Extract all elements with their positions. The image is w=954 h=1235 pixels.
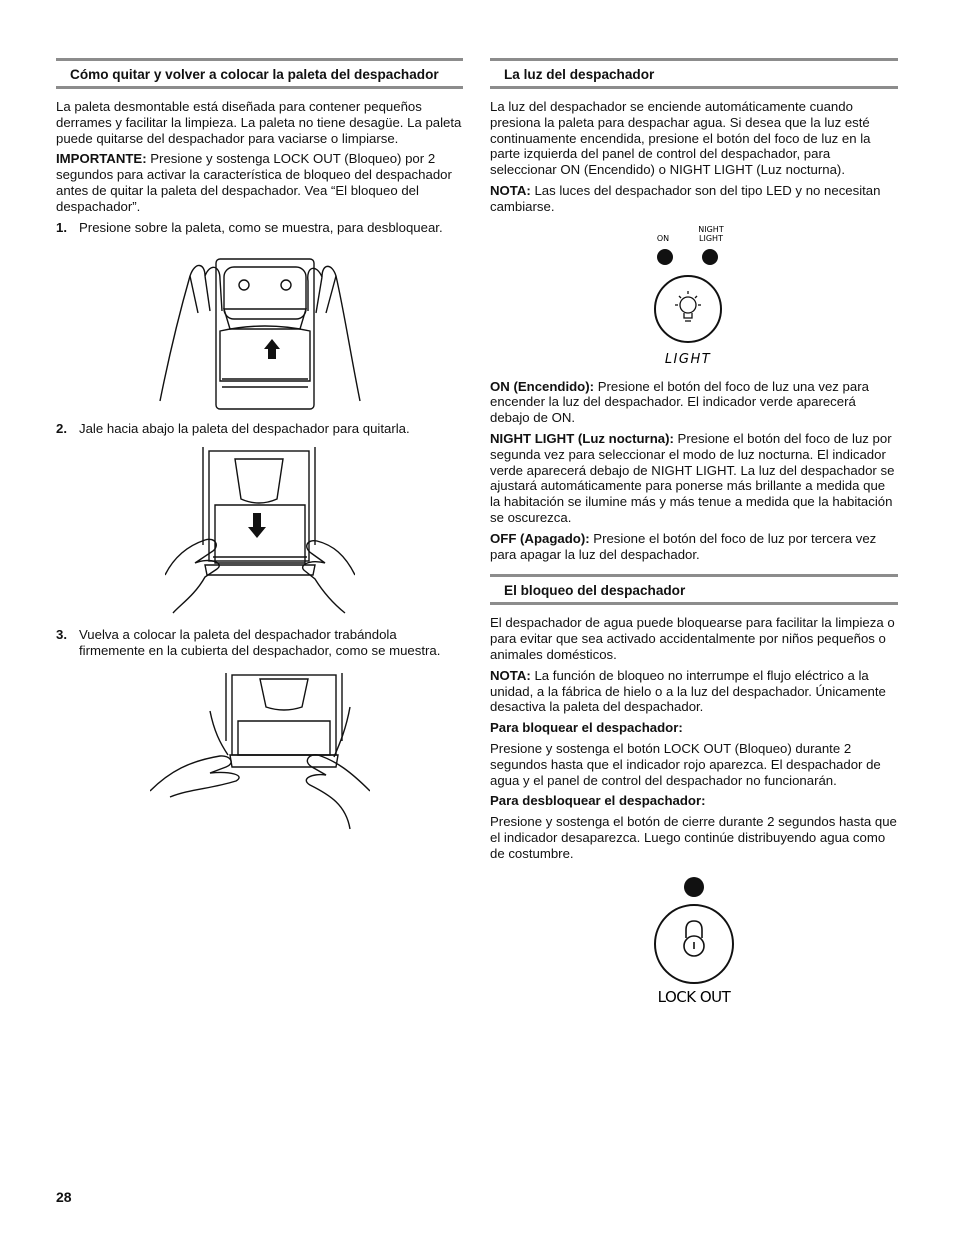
replace-paddle-illustration [150,671,370,831]
night-light-indicator [702,249,718,265]
step-number: 1. [56,219,67,235]
step-number: 3. [56,627,67,643]
off-paragraph [490,531,898,563]
section-heading-lock: El bloqueo del despachador [490,574,898,605]
fig-night-label-1: NIGHT [698,224,724,234]
step-text: Vuelva a colocar la paleta del despachador trabándola firmemente en la cubierta del despachador, como se muestra. [79,627,441,658]
paddle-intro: La paleta desmontable está diseñada para contener pequeños derrames y facilitar la limpieza. La paleta no tiene desagüe. La paleta puede quitarse del despachador para vaciarse o limpiarse. [56,99,462,146]
right-column [490,58,898,1010]
unlock-subheading [490,793,898,809]
light-button-figure [649,225,739,371]
off-text: Presione el botón del foco de luz por tercera vez para apagar la luz del despachador. [490,530,877,562]
important-text: Presione y sostenga LOCK OUT (Bloqueo) por 2 segundos para activar la característica de bloqueo del despachador antes de quitar la paleta del despachador. Vea “El bloqueo del despachador”. [56,151,452,214]
light-intro: La luz del despachador se enciende automáticamente cuando presiona la paleta para despachar agua. Si desea que la luz esté continuamente encendida, presione el botón del foco de luz en la parte izquierda del panel de control del despachador, para seleccionar ON (Encendido) o NIGHT LIGHT (Luz nocturna). [490,99,871,178]
lock-intro: El despachador de agua puede bloquearse para facilitar la limpieza o para evitar que sea activado accidentalmente por niños pequeños o animales domésticos. [490,615,895,662]
step-1 [56,220,463,236]
lock-note [490,668,898,715]
night-label: NIGHT LIGHT (Luz nocturna): [490,430,674,446]
important-paragraph [56,151,463,214]
note-text: Las luces del despachador son del tipo LED y no necesitan cambiarse. [490,182,881,214]
unlock-text: Presione y sostenga el botón de cierre durante 2 segundos hasta que el indicador desaparezca. Luego continúe distribuyendo agua como de costumbre. [490,814,897,861]
lock-indicator [684,877,704,897]
on-paragraph [490,379,898,426]
lock-text: Presione y sostenga el botón LOCK OUT (Bloqueo) durante 2 segundos hasta que el indicador rojo aparezca. El despachador de agua y el panel de control del despachador no funcionarán. [490,740,881,788]
light-note [490,183,898,215]
note-text: La función de bloqueo no interrumpe el flujo eléctrico a la unidad, a la fábrica de hielo o a la luz del despachador. Únicamente desactiva la paleta del despachador. [490,667,886,715]
note-label: NOTA: [490,667,531,683]
lock-subheading [490,720,898,736]
on-indicator [657,249,673,265]
important-label: IMPORTANTE: [56,151,147,167]
pull-paddle-illustration [165,445,355,615]
fig-light-label: LIGHT [664,351,712,367]
lock-out-figure [644,876,744,1010]
step-number: 2. [56,421,67,437]
press-paddle-illustration [150,251,370,411]
section-heading-light: La luz del despachador [490,58,898,89]
section-heading-paddle: Cómo quitar y volver a colocar la paleta del despachador [56,58,463,89]
lock-subheading-text: Para bloquear el despachador: [490,720,683,736]
step-text: Jale hacia abajo la paleta del despachador para quitarla. [79,421,410,437]
fig-lock-out-label: LOCK OUT [657,987,731,1006]
on-label: ON (Encendido): [490,378,595,394]
unlock-subheading-text: Para desbloquear el despachador: [490,793,706,809]
note-label: NOTA: [490,182,531,198]
step-3 [56,627,463,659]
step-2 [56,421,463,437]
step-text: Presione sobre la paleta, como se muestra, para desbloquear. [79,219,443,235]
page-number: 28 [56,1189,72,1205]
fig-night-label-2: LIGHT [699,233,723,243]
light-button [655,276,721,342]
padlock-icon [684,921,704,956]
fig-on-label: ON [656,233,670,243]
bulb-icon [675,291,701,321]
night-text: Presione el botón del foco de luz por segunda vez para seleccionar el modo de luz nocturna. El indicador verde aparecerá debajo de NIGHT LIGHT. La luz del despachador se ajustará automáticamente para ponerse más brillante a medida que la habitación se ilumine más y más tenue a medida que la habitación se oscurezca. [490,430,895,525]
on-text: Presione el botón del foco de luz una vez para encender la luz del despachador. El indicador verde aparecerá debajo de ON. [490,378,869,426]
left-column [56,58,463,831]
off-label: OFF (Apagado): [490,530,590,546]
night-paragraph [490,431,898,526]
